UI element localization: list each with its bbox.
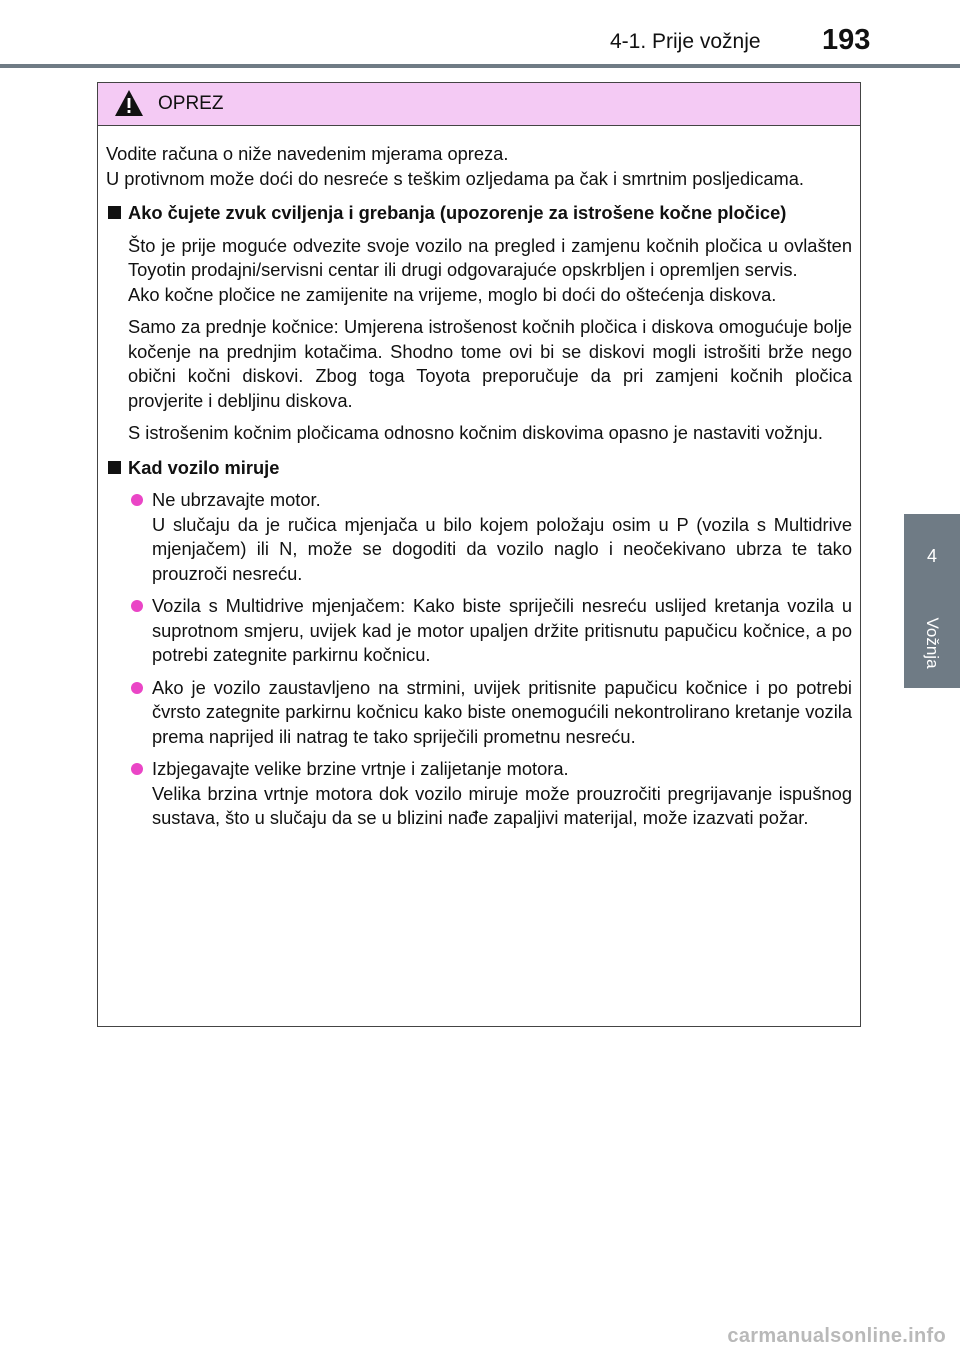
section-heading-text: Kad vozilo miruje	[128, 456, 280, 478]
paragraph-line: Ako kočne pločice ne zamijenite na vrijeme, moglo bi doći do oštećenja diskova.	[128, 283, 777, 305]
section-heading	[106, 201, 852, 226]
square-bullet-icon	[108, 461, 121, 474]
bullet-line: Ne ubrzavajte motor.	[152, 489, 321, 510]
caution-header	[98, 83, 860, 126]
bullet-text: Vozila s Multidrive mjenjačem: Kako biste spriječili nesreću uslijed kretanja vozila u suprotnom smjeru, uvijek kad je motor upaljen držite pritisnutu papučicu kočnice, a po potrebi zategnite parkirnu kočnicu.	[152, 595, 852, 665]
bullet-line: Velika brzina vrtnje motora dok vozilo miruje može prouzročiti pregrijavanje ispušnog sustava, što u slučaju da se u blizini nađe zapaljivi materijal, može izazvati požar.	[152, 782, 852, 828]
dot-bullet-icon	[131, 600, 143, 612]
caution-body	[98, 126, 860, 831]
bullet-line: U slučaju da je ručica mjenjača u bilo kojem položaju osim u P (vozila s Multidrive mjenjačem) ili N, može se dogoditi da vozilo naglo i neočekivano ubrza te tako prouzroči nesreću.	[152, 513, 852, 584]
bullet-line: Izbjegavajte velike brzine vrtnje i zalijetanje motora.	[152, 758, 569, 779]
chapter-number: 4	[926, 545, 937, 566]
paragraph	[106, 234, 852, 308]
section-heading	[106, 456, 852, 481]
dot-bullet-icon	[131, 494, 143, 506]
bullet-text: Ako je vozilo zaustavljeno na strmini, uvijek pritisnite papučicu kočnice i po potrebi čvrsto zategnite parkirnu kočnicu kako biste onemogućili nekontrolirano kretanje vozila prema naprijed ili natrag te tako spriječili prometnu nesreću.	[152, 676, 852, 747]
paragraph: Samo za prednje kočnice: Umjerena istrošenost kočnih pločica i diskova omogućuje bolje kočenje na prednjim kotačima. Shodno tome ovi bi se diskovi mogli istrošiti brže nego obični kočni diskovi. Zbog toga Toyota preporučuje da pri zamjeni kočnih pločica provjerite i debljinu diskova.	[128, 316, 852, 411]
chapter-tab[interactable]	[904, 514, 960, 598]
bullet-item	[106, 488, 852, 586]
page-number: 193	[822, 24, 871, 56]
bullet-item	[106, 757, 852, 831]
header-rule	[0, 64, 960, 68]
intro-text	[106, 142, 852, 191]
warning-triangle-icon	[114, 89, 144, 117]
watermark: carmanualsonline.info	[727, 1325, 946, 1347]
section-title: 4-1. Prije vožnje	[610, 30, 761, 53]
bullet-item	[106, 676, 852, 750]
bullet-item	[106, 594, 852, 668]
intro-line: Vodite računa o niže navedenim mjerama opreza.	[106, 143, 509, 164]
caution-box	[97, 82, 861, 1027]
caution-label: OPREZ	[158, 93, 224, 114]
paragraph: S istrošenim kočnim pločicama odnosno kočnim diskovima opasno je nastaviti vožnju.	[128, 422, 824, 443]
intro-line: U protivnom može doći do nesreće s teškim ozljedama pa čak i smrtnim posljedicama.	[106, 167, 805, 189]
square-bullet-icon	[108, 206, 121, 219]
paragraph-line: Što je prije moguće odvezite svoje vozilo na pregled i zamjenu kočnih pločica u ovlašten Toyotin prodajni/servisni centar ili drugi odgovarajuće opskrbljen i opremljen servis.	[128, 234, 852, 280]
chapter-label-tab[interactable]	[904, 598, 960, 688]
section-heading-text: Ako čujete zvuk cviljenja i grebanja (upozorenje za istrošene kočne pločice)	[128, 202, 787, 223]
dot-bullet-icon	[131, 682, 143, 694]
dot-bullet-icon	[131, 763, 143, 775]
chapter-label: Vožnja	[923, 617, 942, 669]
